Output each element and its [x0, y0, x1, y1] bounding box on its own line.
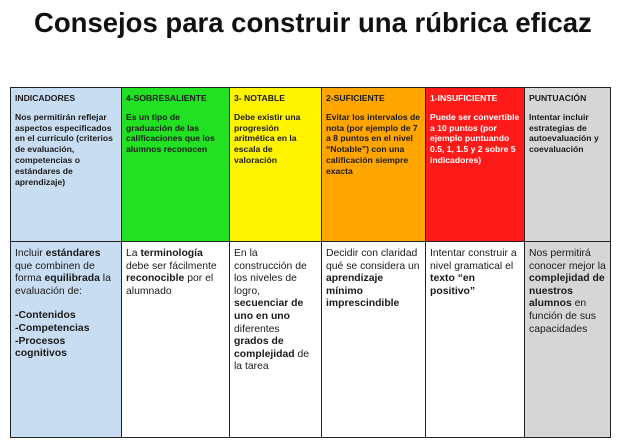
list-item: -Competencias — [15, 322, 90, 334]
sobresaliente-header-cell — [122, 88, 230, 242]
tip-text: La — [126, 248, 141, 259]
sobresaliente-description: Es un tipo de graduación de las calificaciones que los alumnos reconocen — [126, 111, 215, 155]
tip-text: diferentes — [234, 323, 280, 335]
tip-emphasis: grados de complejidad — [234, 336, 295, 360]
tip-text: por el alumnado — [126, 273, 214, 297]
tip-text: en función de sus capacidades — [529, 298, 597, 335]
insuficiente-tip-cell — [426, 242, 525, 438]
sobresaliente-tip-cell — [122, 242, 230, 438]
tip-emphasis: equilibrada — [44, 273, 100, 285]
tip-text: debe ser fácilmente — [126, 260, 217, 272]
insuficiente-description: Puede ser convertible a 10 puntos (por ejemplo puntuando 0.5, 1, 1.5 y 2 sobre 5 indicadores) — [430, 111, 520, 165]
tip-text: Nos permitirá conocer mejor la — [529, 248, 606, 272]
notable-description: Debe existir una progresión aritmética en la escala de valoración — [234, 111, 301, 165]
puntuacion-tip-cell — [525, 242, 611, 438]
suficiente-description: Evitar los intervalos de nota (por ejemplo de 7 a 8 puntos en el nivel “Notable”) con una calificación siempre exacta — [326, 111, 421, 176]
tip-text: Incluir — [15, 248, 46, 259]
tip-emphasis: aprendizaje mínimo imprescindible — [326, 273, 400, 310]
tip-emphasis: texto “en positivo” — [430, 273, 476, 297]
suficiente-header: 2-SUFICIENTE — [326, 93, 385, 103]
indicadores-description: Nos permitirán reflejar aspectos especificados en el currículo (criterios de evaluación, competencias o estándares de aprendizaje) — [15, 111, 113, 187]
tip-emphasis: terminología — [140, 248, 203, 259]
insuficiente-header-cell — [426, 88, 525, 242]
tips-row — [11, 242, 611, 438]
list-item: -Contenidos — [15, 310, 76, 322]
suficiente-header-cell — [322, 88, 426, 242]
page-title: Consejos para construir una rúbrica eficaz — [34, 7, 592, 38]
tip-text: de la tarea — [234, 348, 310, 373]
puntuacion-header-cell — [525, 88, 611, 242]
tip-text: que combinen de forma — [15, 260, 95, 285]
tip-text: Intentar construir a nivel gramatical el — [430, 248, 517, 272]
sobresaliente-header: 4-SOBRESALIENTE — [126, 93, 207, 103]
tip-emphasis: secuenciar de uno en uno — [234, 298, 304, 322]
puntuacion-description: Intentar incluir estrategias de autoevaluación y coevaluación — [529, 111, 599, 155]
indicadores-tip-cell — [11, 242, 122, 438]
list-item: -Procesos cognitivos — [15, 335, 67, 360]
tip-text: En la construcción de los niveles de logro, — [234, 248, 307, 297]
suficiente-tip-cell — [322, 242, 426, 438]
header-row — [11, 88, 611, 242]
notable-header: 3- NOTABLE — [234, 93, 285, 103]
tip-emphasis: reconocible — [126, 273, 185, 285]
tip-text: la evaluación de: — [15, 273, 111, 297]
rubric-table — [10, 87, 611, 438]
notable-tip-cell — [230, 242, 322, 438]
tip-emphasis: estándares — [45, 248, 101, 259]
tip-emphasis: complejidad de nuestros alumnos — [529, 273, 605, 310]
indicadores-header: INDICADORES — [15, 93, 76, 103]
puntuacion-header: PUNTUACIÓN — [529, 93, 587, 103]
tip-text: Decidir con claridad qué se considera un — [326, 248, 420, 272]
insuficiente-header: 1-INSUFICIENTE — [430, 93, 498, 103]
indicadores-header-cell — [11, 88, 122, 242]
notable-header-cell — [230, 88, 322, 242]
